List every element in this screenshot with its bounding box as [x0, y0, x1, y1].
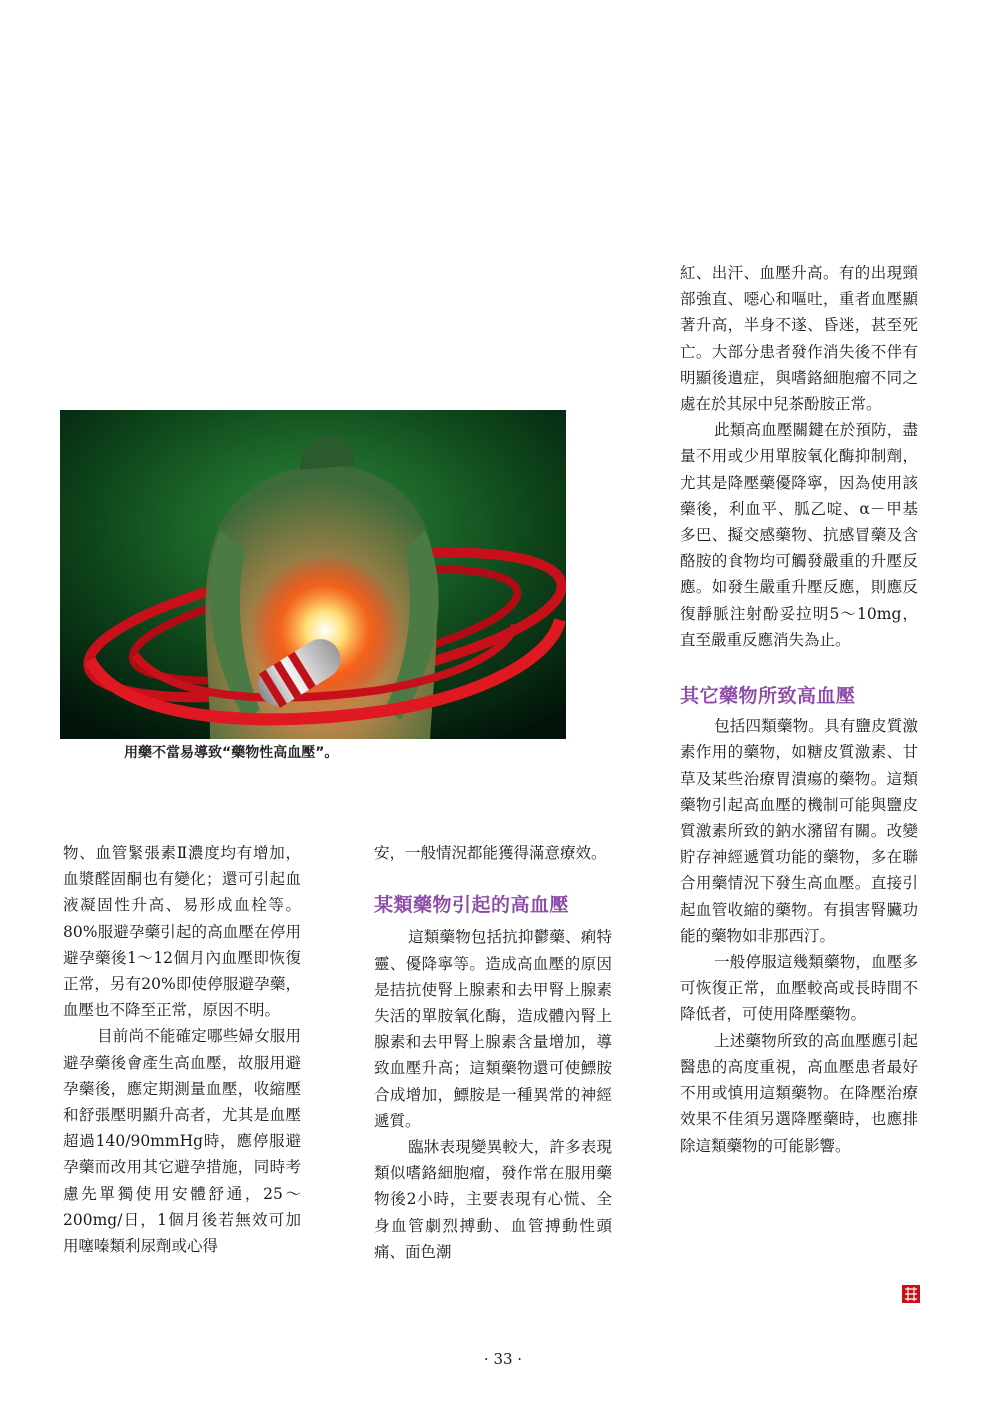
page-number: · 33 · [483, 1350, 523, 1368]
col2-paragraph-3: 臨牀表現變異較大，許多表現類似嗜鉻細胞瘤，發作常在服用藥物後2小時，主要表現有心慌、全身血管劇烈搏動、血管搏動性頭痛、面色潮 [374, 1138, 612, 1261]
col2-paragraph-2: 這類藥物包括抗抑鬱藥、痢特靈、優降寧等。造成高血壓的原因是拮抗使腎上腺素和去甲腎上腺素失活的單胺氧化酶，造成體內腎上腺素和去甲腎上腺素含量增加，導致血壓升高；這類藥物還可使鰾胺合成增加，鰾胺是一種異常的神經遞質。 [374, 928, 612, 1130]
column-2 [374, 840, 612, 1265]
column-1 [63, 840, 301, 1259]
figure-caption: 用藥不當易導致“藥物性高血壓”。 [124, 745, 339, 761]
column-3 [680, 260, 918, 1159]
col2-paragraph-1: 安，一般情況都能獲得滿意療效。 [374, 844, 607, 862]
col3-paragraph-3: 包括四類藥物。具有鹽皮質激素作用的藥物，如糖皮質激素、甘草及某些治療胃潰瘍的藥物。這類藥物引起高血壓的機制可能與鹽皮質激素所致的鈉水瀦留有關。改變貯存神經遞質功能的藥物，多在聯合用藥情況下發生高血壓。直接引起血管收縮的藥物。有損害腎臟功能的藥物如非那西汀。 [680, 717, 918, 945]
col3-paragraph-1: 紅、出汗、血壓升高。有的出現頸部強直、噁心和嘔吐，重者血壓顯著升高，半身不遂、昏迷，甚至死亡。大部分患者發作消失後不伴有明顯後遺症，與嗜鉻細胞瘤不同之處在於其尿中兒茶酚胺正常。 [680, 264, 918, 414]
section-heading-other-drugs: 其它藥物所致高血壓 [680, 685, 856, 708]
end-mark-icon [902, 1285, 920, 1303]
section-heading-some-drugs: 某類藥物引起的高血壓 [374, 894, 570, 917]
col3-paragraph-4: 一般停服這幾類藥物，血壓多可恢復正常，血壓較高或長時間不降低者，可使用降壓藥物。 [680, 953, 918, 1024]
hypertension-illustration [60, 410, 566, 739]
col1-paragraph-2: 目前尚不能確定哪些婦女服用避孕藥後會產生高血壓，故服用避孕藥後，應定期測量血壓，收縮壓和舒張壓明顯升高者，尤其是血壓超過140/90mmHg時，應停服避孕藥而改用其它避孕措施，同時考慮先單獨使用安體舒通，25～200mg/日，1個月後若無效可加用噻嗪類利尿劑或心得 [63, 1027, 301, 1256]
col3-paragraph-5: 上述藥物所致的高血壓應引起醫患的高度重視，高血壓患者最好不用或慎用這類藥物。在降壓治療效果不佳須另選降壓藥時，也應排除這類藥物的可能影響。 [680, 1031, 918, 1155]
col3-paragraph-2: 此類高血壓關鍵在於預防，盡量不用或少用單胺氧化酶抑制劑，尤其是降壓藥優降寧，因為使用該藥後，利血平、胍乙啶、α－甲基多巴、擬交感藥物、抗感冒藥及含酪胺的食物均可觸發嚴重的升壓反應。如發生嚴重升壓反應，則應反復靜脈注射酚妥拉明5～10mg，直至嚴重反應消失為止。 [680, 421, 918, 649]
col1-paragraph-1: 物、血管緊張素Ⅱ濃度均有增加，血漿醛固酮也有變化；還可引起血液凝固性升高、易形成血栓等。80%服避孕藥引起的高血壓在停用避孕藥後1～12個月內血壓即恢復正常，另有20%即使停服避孕藥，血壓也不降至正常，原因不明。 [63, 844, 301, 1020]
